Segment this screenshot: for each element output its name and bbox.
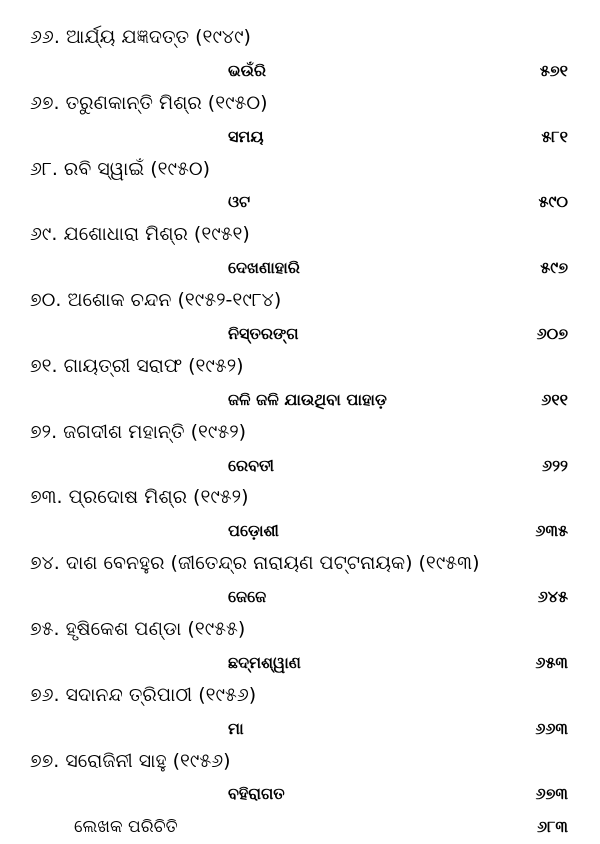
author-name: ୭୫. ହୃଷିକେଶ ପଣ୍ଡା (୧୯୫୫) bbox=[30, 618, 246, 641]
story-title: ଜେଜେ bbox=[228, 587, 267, 607]
author-name: ୬୭. ତରୁଣକାନ୍ତି ମିଶ୍ର (୧୯୫୦) bbox=[30, 91, 268, 114]
story-row bbox=[0, 515, 600, 548]
story-title: ପଡ଼ୋଶୀ bbox=[228, 521, 279, 541]
story-row bbox=[0, 581, 600, 614]
page-number: ୬୮୩ bbox=[537, 817, 568, 837]
page-number: ୫୮୧ bbox=[541, 126, 568, 146]
story-row bbox=[0, 450, 600, 483]
story-title: ରେବତୀ bbox=[228, 455, 274, 475]
author-name: ୬୯. ଯଶୋଧାରା ମିଶ୍ର (୧୯୫୧) bbox=[30, 223, 250, 246]
story-title: ଛଦ୍ମଶ୍ୱାଣ bbox=[228, 652, 301, 672]
author-row bbox=[0, 351, 600, 384]
author-row bbox=[0, 219, 600, 252]
story-title: ମା bbox=[228, 718, 244, 738]
story-title: ଓଟ bbox=[228, 192, 251, 212]
author-row bbox=[0, 548, 600, 581]
story-row bbox=[0, 252, 600, 285]
story-row bbox=[0, 55, 600, 88]
author-row bbox=[0, 154, 600, 187]
author-name: ୭୩. ପ୍ରଦୋଷ ମିଶ୍ର (୧୯୫୨) bbox=[30, 486, 249, 509]
table-of-contents bbox=[0, 22, 600, 844]
author-name: ୭୬. ସଦାନନ୍ଦ ତ୍ରିପାଠୀ (୧୯୫୬) bbox=[30, 683, 257, 706]
author-name: ୭୨. ଜଗଦୀଶ ମହାନ୍ତି (୧୯୫୨) bbox=[30, 420, 247, 443]
page-number: ୬୪୫ bbox=[537, 587, 568, 607]
story-title: ଦେଖଣାହାରି bbox=[228, 258, 300, 278]
author-name: ୭୦. ଅଶୋକ ଚନ୍ଦନ (୧୯୫୨-୧୯୮୪) bbox=[30, 289, 282, 312]
story-title: ଭଉଁରି bbox=[228, 60, 267, 80]
page-number: ୫୭୧ bbox=[539, 60, 568, 80]
story-title: ବହିରାଗତ bbox=[228, 784, 285, 804]
story-row bbox=[0, 318, 600, 351]
story-title: ଜଳି ଜଳି ଯାଉଥିବା ପାହାଡ଼ bbox=[228, 389, 387, 409]
page-number: ୬୨୨ bbox=[542, 455, 568, 475]
story-row bbox=[0, 713, 600, 746]
page-number: ୫୯୭ bbox=[540, 258, 568, 278]
page-number: ୬୬୩ bbox=[535, 718, 568, 738]
page-number: ୬୦୭ bbox=[536, 324, 568, 344]
author-row bbox=[0, 614, 600, 647]
story-row bbox=[0, 121, 600, 154]
author-row bbox=[0, 22, 600, 55]
author-row bbox=[0, 285, 600, 318]
author-name: ୭୭. ସରୋଜିନୀ ସାହୁ (୧୯୫୬) bbox=[30, 749, 231, 772]
author-bios-row bbox=[0, 811, 600, 844]
story-row bbox=[0, 384, 600, 417]
author-row bbox=[0, 88, 600, 121]
author-row bbox=[0, 680, 600, 713]
author-name: ୭୧. ଗାୟତ୍ରୀ ସରାଫ (୧୯୫୨) bbox=[30, 354, 244, 377]
page-number: ୬୩୫ bbox=[535, 521, 568, 541]
author-name: ୬୬. ଆର୍ଯ୍ୟ ଯଜ୍ଞଦତ୍ତ (୧୯୪୯) bbox=[30, 26, 251, 48]
author-name: ୬୮. ରବି ସ୍ୱାଇଁ (୧୯୫୦) bbox=[30, 157, 211, 180]
story-row bbox=[0, 778, 600, 811]
author-row bbox=[0, 482, 600, 515]
page-number: ୬୫୩ bbox=[535, 652, 568, 672]
author-row bbox=[0, 746, 600, 779]
page-number: ୬୧୧ bbox=[541, 389, 568, 409]
story-row bbox=[0, 647, 600, 680]
story-title: ସମୟ bbox=[228, 126, 264, 146]
story-title: ନିସ୍ତରଙ୍ଗ bbox=[228, 324, 299, 344]
page-number: ୫୯୦ bbox=[538, 192, 568, 212]
author-bios-title: ଲେଖକ ପରିଚିତି bbox=[74, 817, 178, 838]
story-row bbox=[0, 186, 600, 219]
author-name: ୭୪. ଦାଶ ବେନହୁର (ଜୀତେନ୍ଦ୍ର ନାରାୟଣ ପଟ୍ଟନାୟକ) (୧୯୫୩) bbox=[30, 552, 480, 575]
page-number: ୬୭୩ bbox=[535, 784, 568, 804]
author-row bbox=[0, 417, 600, 450]
